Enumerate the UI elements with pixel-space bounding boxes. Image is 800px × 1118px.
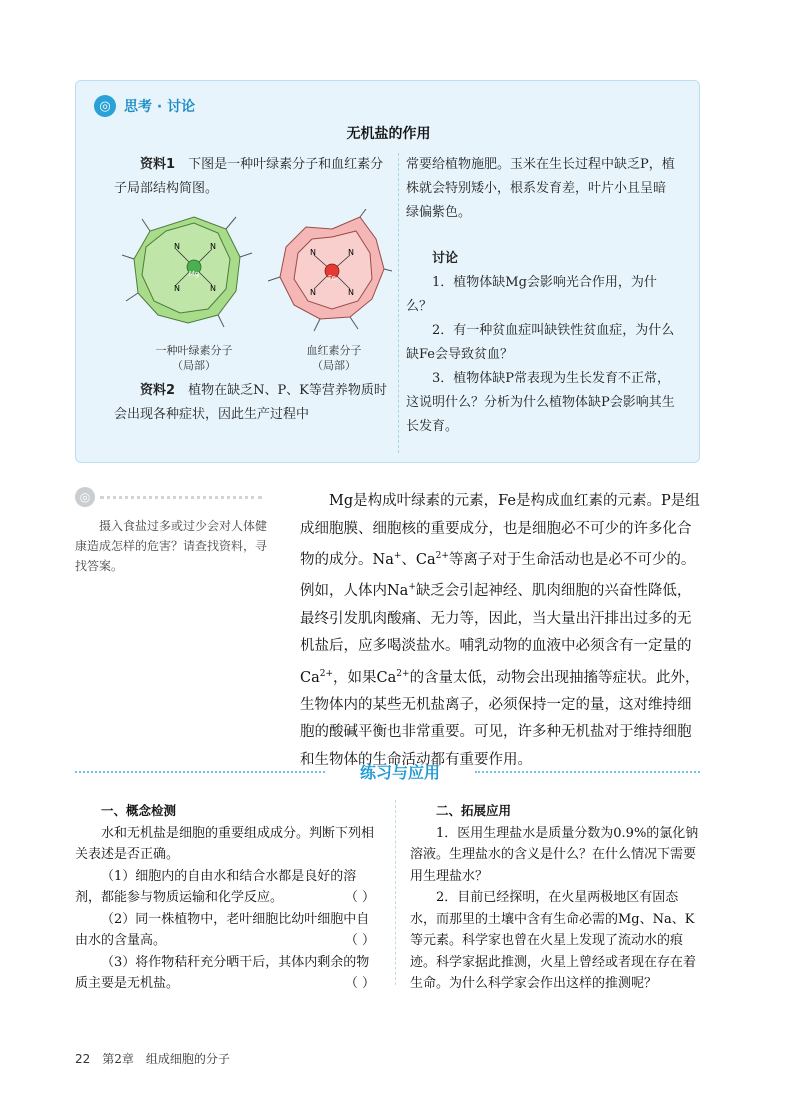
box-label: 思考 · 讨论: [124, 99, 196, 115]
main-paragraph: [300, 488, 705, 774]
box-right-column: [406, 153, 676, 439]
svg-text:N: N: [310, 248, 316, 257]
svg-text:N: N: [174, 284, 180, 293]
answer-paren-2[interactable]: （ ）: [344, 933, 375, 948]
exercise-title: 练习与应用: [359, 763, 440, 782]
left-head: 一、概念检测: [101, 803, 177, 818]
svg-text:N: N: [210, 242, 216, 251]
question-1: 1．植物体缺Mg会影响光合作用，为什么？: [406, 275, 657, 314]
svg-text:N: N: [174, 242, 180, 251]
main-sup: +: [408, 582, 416, 593]
item-1: （1）细胞内的自由水和结合水都是良好的溶剂，都能参与物质运输和化学反应。: [75, 868, 357, 905]
chlorophyll-structure: [122, 217, 252, 327]
box-header: [94, 95, 195, 117]
svg-text:N: N: [310, 288, 316, 297]
material2-text: 植物在缺乏N、P、K等营养物质时会出现各种症状，因此生产过程中: [114, 383, 387, 422]
main-sup: +: [393, 551, 402, 561]
answer-paren-1[interactable]: （ ）: [344, 890, 375, 905]
item-2: （2）同一株植物中，老叶细胞比幼叶细胞中自由水的含量高。: [75, 911, 370, 948]
caption2-line1: 血红素分子: [306, 344, 362, 357]
think-discuss-icon: ◎: [94, 95, 116, 117]
svg-text:N: N: [348, 248, 354, 257]
exercise-rule-right: [475, 771, 700, 773]
chlorophyll-caption: [134, 343, 254, 373]
caption1-line2: （局部）: [172, 359, 216, 372]
box-title: 无机盐的作用: [346, 126, 431, 142]
right-head: 二、拓展应用: [436, 803, 512, 818]
material-continued: 常要给植物施肥。玉米在生长过程中缺乏P，植株就会特别矮小，根系发育差，叶片小且呈暗绿偏紫色。: [406, 157, 675, 220]
molecule-diagrams: [114, 209, 394, 339]
note-icon: ◎: [75, 487, 95, 507]
main-seg: Na: [372, 551, 394, 568]
exercise-divider: [395, 800, 396, 985]
main-seg: 的含量太低，动物会出现抽搐等症状。此外，生物体内的某些无机盐离子，必须保持一定的量，这对维持细胞的酸碱平衡也非常重要。可见，许多种无机盐对于维持细胞和生物体的生命活动都有重要作用。: [300, 669, 700, 768]
fe-label: Fe: [328, 274, 336, 282]
main-sup: 2+: [319, 668, 334, 679]
main-seg: 等离子对于生命活动也是必不可少的。例如，人体内Na: [300, 551, 696, 600]
answer-paren-3[interactable]: （ ）: [344, 976, 375, 991]
main-seg: 、Ca: [401, 551, 436, 568]
side-note-text: 摄入食盐过多或过少会对人体健康造成怎样的危害？请查找资料，寻找答案。: [75, 519, 268, 573]
mg-label: Mg: [188, 270, 200, 278]
caption2-line2: （局部）: [312, 359, 356, 372]
caption1-line1: 一种叶绿素分子: [155, 344, 233, 357]
extension-2: 2．目前已经探明，在火星两极地区有固态水，而那里的土壤中含有生命必需的Mg、Na、K等元素。科学家也曾在火星上发现了流动水的痕迹。科学家据此推测，火星上曾经或者现在存在着生命。为什么科学家会作出这样的推测呢？: [410, 890, 697, 991]
main-seg: 缺乏会引起神经、肌肉细胞的兴奋性降低，最终引发肌肉酸痛、无力等，因此，当大量出汗排出过多的无机盐后，应多喝淡盐水。哺乳动物的血液中必须含有一定量的Ca: [300, 583, 692, 686]
material1-text: 下图是一种叶绿素分子和血红素分子局部结构简图。: [114, 157, 384, 196]
box-left-column: [114, 153, 394, 427]
exercise-left-column: [75, 800, 375, 995]
note-rule: [100, 496, 262, 499]
material1-label: 资料1: [140, 157, 176, 172]
discussion-title: 讨论: [432, 251, 459, 266]
chapter-title: 第2章 组成细胞的分子: [102, 1052, 230, 1066]
main-seg: ，如果Ca: [333, 669, 397, 686]
question-2: 2．有一种贫血症叫缺铁性贫血症，为什么缺Fe会导致贫血？: [406, 323, 675, 362]
left-intro: 水和无机盐是细胞的重要组成成分。判断下列相关表述是否正确。: [75, 825, 375, 862]
material2-label: 资料2: [140, 383, 176, 398]
page-number: 22: [75, 1052, 91, 1066]
item-3: （3）将作物秸秆充分晒干后，其体内剩余的物质主要是无机盐。: [75, 954, 370, 991]
exercise-rule-left: [75, 771, 325, 773]
exercise-right-column: [410, 800, 700, 995]
discussion-box: [75, 80, 700, 463]
svg-text:N: N: [210, 284, 216, 293]
page-footer: [75, 1050, 230, 1067]
box-column-divider: [398, 153, 399, 453]
side-note: [75, 516, 270, 576]
main-p1: Mg是构成叶绿素的元素，Fe是构成血红素的元素。P是组成细胞膜、细胞核的重要成分，也是细胞必不可少的许多化合物的成分。: [300, 493, 700, 568]
svg-text:N: N: [348, 288, 354, 297]
question-3: 3．植物体缺P常表现为生长发育不正常，这说明什么？分析为什么植物体缺P会影响其生长发育。: [406, 371, 675, 434]
heme-caption: [274, 343, 394, 373]
extension-1: 1．医用生理盐水是质量分数为0.9%的氯化钠溶液。生理盐水的含义是什么？在什么情况下需要用生理盐水？: [410, 825, 699, 884]
molecule-figure: [114, 209, 394, 379]
main-sup: 2+: [435, 551, 449, 561]
main-sup: 2+: [396, 668, 410, 679]
